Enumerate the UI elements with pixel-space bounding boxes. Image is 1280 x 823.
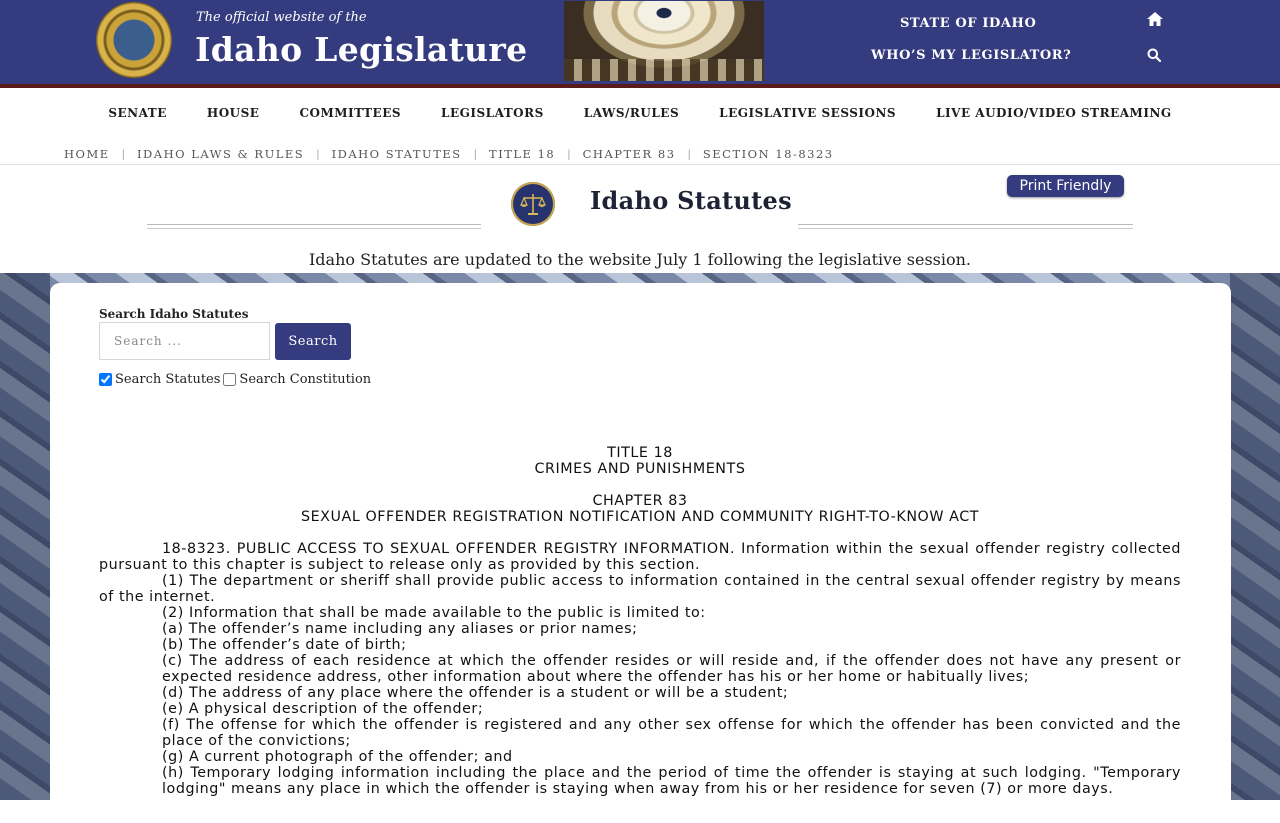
breadcrumb-title[interactable]: TITLE 18 — [489, 147, 556, 161]
item-b: (b) The offender’s date of birth; — [162, 637, 407, 653]
main-nav — [0, 88, 1280, 140]
item-e: (e) A physical description of the offender; — [162, 701, 484, 717]
breadcrumb-separator: | — [473, 148, 478, 160]
nav-legislative-sessions[interactable]: LEGISLATIVE SESSIONS — [719, 106, 897, 120]
nav-senate[interactable]: SENATE — [108, 106, 167, 120]
nav-house[interactable]: HOUSE — [206, 106, 260, 120]
search-scope-options — [98, 372, 373, 387]
update-note: Idaho Statutes are updated to the website July 1 following the legislative session. — [308, 250, 971, 269]
search-statutes-checkbox[interactable] — [99, 373, 112, 386]
breadcrumb-separator: | — [687, 148, 691, 160]
item-f: (f) The offense for which the offender is registered and any other sex offense for which the offender has been convicted and the place of the convictions; — [162, 717, 1181, 749]
state-seal-logo[interactable] — [96, 2, 172, 78]
site-tagline: The official website of the — [196, 10, 367, 25]
title-name: CRIMES AND PUNISHMENTS — [534, 461, 746, 477]
chapter-name: SEXUAL OFFENDER REGISTRATION NOTIFICATION AND COMMUNITY RIGHT-TO-KNOW ACT — [300, 509, 980, 525]
spacer — [99, 477, 1181, 493]
item-c: (c) The address of each residence at which the offender resides or will reside and, if the offender does not have any present or expected residence address, other information about where the offender has his or her home or habitually lives; — [162, 653, 1181, 685]
home-icon[interactable] — [1146, 11, 1164, 27]
site-title[interactable]: Idaho Legislature — [195, 30, 528, 69]
breadcrumb — [64, 146, 834, 162]
search-constitution-label[interactable]: Search Constitution — [239, 372, 372, 387]
title-rule-left — [147, 224, 481, 229]
section-heading-paragraph: 18-8323. PUBLIC ACCESS TO SEXUAL OFFENDER REGISTRY INFORMATION. Information within the sexual offender registry collected pursuant to this chapter is subject to release only as provided by this section. — [99, 541, 1181, 573]
breadcrumb-statutes[interactable]: IDAHO STATUTES — [331, 147, 462, 161]
breadcrumb-chapter[interactable]: CHAPTER 83 — [582, 147, 676, 161]
nav-live-streaming[interactable]: LIVE AUDIO/VIDEO STREAMING — [936, 106, 1172, 120]
breadcrumb-separator: | — [121, 148, 126, 160]
title-number: TITLE 18 — [607, 445, 673, 461]
spacer — [99, 525, 1181, 541]
state-of-idaho-link[interactable]: STATE OF IDAHO — [900, 16, 1037, 31]
breadcrumb-home[interactable]: HOME — [64, 147, 110, 161]
nav-laws-rules[interactable]: LAWS/RULES — [583, 106, 680, 120]
chapter-number: CHAPTER 83 — [592, 493, 688, 509]
title-rule-right — [798, 224, 1133, 229]
search-icon[interactable] — [1147, 48, 1161, 62]
breadcrumb-divider — [0, 164, 1280, 165]
search-label: Search Idaho Statutes — [99, 307, 249, 321]
breadcrumb-separator: | — [316, 148, 320, 160]
site-header — [0, 0, 1280, 88]
breadcrumb-laws-rules[interactable]: IDAHO LAWS & RULES — [137, 147, 305, 161]
breadcrumb-separator: | — [567, 148, 571, 160]
search-constitution-checkbox[interactable] — [223, 373, 236, 386]
search-button[interactable]: Search — [275, 323, 351, 360]
print-friendly-button[interactable]: Print Friendly — [1007, 175, 1124, 197]
subsection-2: (2) Information that shall be made available to the public is limited to: — [162, 605, 706, 621]
item-g: (g) A current photograph of the offender; and — [162, 749, 513, 765]
page-title: Idaho Statutes — [590, 186, 792, 215]
whos-my-legislator-link[interactable]: WHO’S MY LEGISLATOR? — [871, 48, 1072, 63]
scales-of-justice-icon — [511, 182, 555, 226]
breadcrumb-section[interactable]: SECTION 18-8323 — [702, 147, 834, 161]
item-a: (a) The offender’s name including any aliases or prior names; — [162, 621, 638, 637]
search-input[interactable] — [99, 322, 270, 360]
item-h: (h) Temporary lodging information including the place and the period of time the offender is staying at such lodging. "Temporary lodging" means any place in which the offender is staying when away from his or her residence for seven (7) or more days. — [162, 765, 1181, 797]
capitol-dome-image — [564, 1, 764, 81]
statute-text — [99, 445, 1181, 797]
item-d: (d) The address of any place where the offender is a student or will be a student; — [162, 685, 789, 701]
nav-committees[interactable]: COMMITTEES — [299, 106, 402, 120]
nav-legislators[interactable]: LEGISLATORS — [441, 106, 544, 120]
search-statutes-label[interactable]: Search Statutes — [115, 372, 221, 387]
subsection-1: (1) The department or sheriff shall provide public access to information contained in the central sexual offender registry by means of the internet. — [99, 573, 1181, 605]
